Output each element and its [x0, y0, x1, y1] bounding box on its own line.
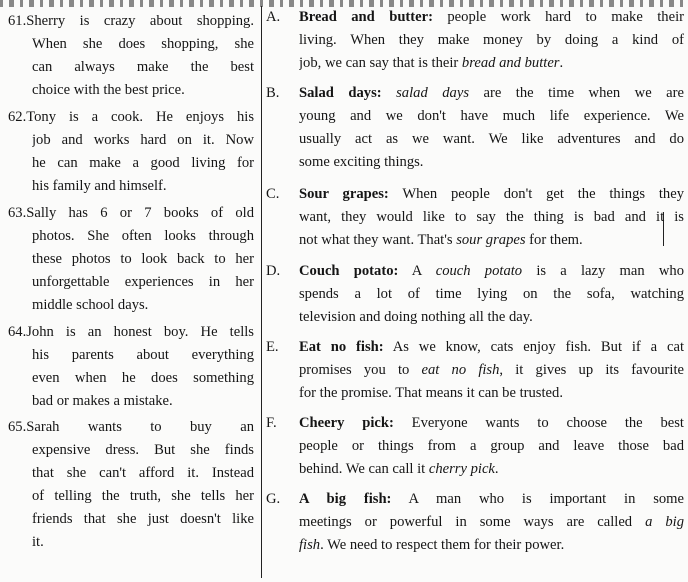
option-letter: B. [266, 85, 280, 101]
option-line: behind. We can call it cherry pick. [299, 461, 499, 477]
question-line: When she does shopping, she [32, 36, 254, 52]
question-line: can always make the best [32, 59, 254, 75]
question-line: 65.Sarah wants to buy an [8, 419, 254, 435]
option-letter: F. [266, 415, 277, 431]
option-line: for the promise. That means it can be trusted. [299, 385, 563, 401]
question-line: job and works hard on it. Now [32, 132, 254, 148]
questions-column [8, 10, 254, 578]
option-line: young and we don't have much life experience. We [299, 108, 684, 124]
question-line: his family and himself. [32, 178, 167, 194]
option-line: fish. We need to respect them for their power. [299, 537, 565, 553]
option-line: living. When they make money by doing a kind of [299, 32, 684, 48]
question-line: 64.John is an honest boy. He tells [8, 324, 254, 340]
question-line: friends that she just doesn't like [32, 511, 254, 527]
question-line: unforgettable experiences in her [32, 274, 254, 290]
option-term: Sour grapes: [299, 186, 389, 202]
question-line: of telling the truth, she tells her [32, 488, 254, 504]
question-line: even when he does something [32, 370, 254, 386]
option-line: meetings or powerful in some ways are called a big [299, 514, 684, 530]
option-line: spends a lot of time lying on the sofa, watching [299, 286, 684, 302]
option-letter: D. [266, 263, 281, 279]
option-letter: E. [266, 339, 279, 355]
option-line: Bread and butter: people work hard to make their [299, 9, 684, 25]
option-line: usually act as we want. We like adventures and do [299, 131, 684, 147]
question-line: bad or makes a mistake. [32, 393, 173, 409]
option-term: Couch potato: [299, 263, 399, 279]
question-line: these photos to look back to her [32, 251, 254, 267]
option-line: Cheery pick: Everyone wants to choose the best [299, 415, 684, 431]
option-line: promises you to eat no fish, it gives up its favourite [299, 362, 684, 378]
question-line: that she can't afford it. Instead [32, 465, 254, 481]
option-letter: C. [266, 186, 280, 202]
column-divider [261, 6, 262, 578]
option-term: Salad days: [299, 85, 382, 101]
option-letter: A. [266, 9, 281, 25]
question-line: he can make a good living for [32, 155, 254, 171]
option-line: want, they would like to say the thing is bad and it is [299, 209, 684, 225]
question-line: 62.Tony is a cook. He enjoys his [8, 109, 254, 125]
question-line: expensive dress. But she finds [32, 442, 254, 458]
option-term: Eat no fish: [299, 339, 384, 355]
question-line: his parents about everything [32, 347, 254, 363]
option-line: Salad days: salad days are the time when we are [299, 85, 684, 101]
option-letter: G. [266, 491, 281, 507]
option-line: A big fish: A man who is important in some [299, 491, 684, 507]
question-line: photos. She often looks through [32, 228, 254, 244]
option-line: Eat no fish: As we know, cats enjoy fish. But if a cat [299, 339, 684, 355]
question-line: it. [32, 534, 44, 550]
question-line: middle school days. [32, 297, 149, 313]
question-line: 61.Sherry is crazy about shopping. [8, 13, 254, 29]
option-line: people or things from a group and leave those bad [299, 438, 684, 454]
option-line: not what they want. That's sour grapes for them. [299, 232, 583, 248]
option-line: job, we can say that is their bread and butter. [299, 55, 564, 71]
option-line: television and doing nothing all the day. [299, 309, 533, 325]
question-line: 63.Sally has 6 or 7 books of old [8, 205, 254, 221]
option-term: A big fish: [299, 491, 392, 507]
question-line: choice with the best price. [32, 82, 185, 98]
option-line: Sour grapes: When people don't get the things they [299, 186, 684, 202]
options-column [266, 6, 684, 574]
option-line: some exciting things. [299, 154, 424, 170]
option-term: Cheery pick: [299, 415, 394, 431]
option-line: Couch potato: A couch potato is a lazy man who [299, 263, 684, 279]
option-term: Bread and butter: [299, 9, 433, 25]
